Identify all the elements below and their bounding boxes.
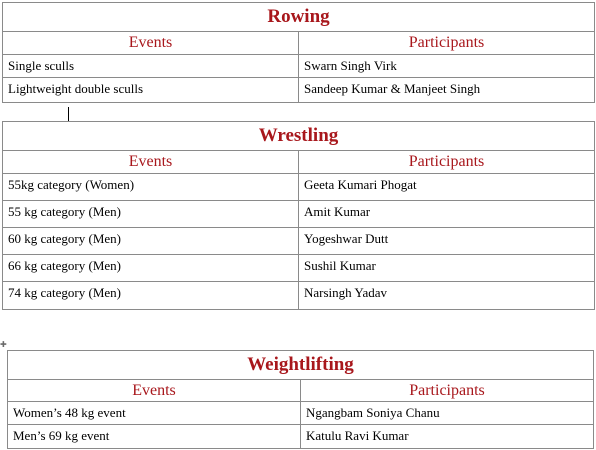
table-row [3, 201, 595, 228]
rowing-title: Rowing [3, 3, 595, 32]
event-cell: 66 kg category (Men) [3, 255, 299, 282]
participant-cell: Yogeshwar Dutt [299, 228, 595, 255]
event-cell: 60 kg category (Men) [3, 228, 299, 255]
event-cell: 55 kg category (Men) [3, 201, 299, 228]
wrestling-table [2, 121, 595, 310]
participant-cell: Narsingh Yadav [299, 282, 595, 310]
weightlifting-title: Weightlifting [8, 351, 594, 380]
wrestling-participants-header: Participants [299, 151, 595, 174]
participant-cell: Ngangbam Soniya Chanu [301, 402, 594, 425]
wrestling-events-header: Events [3, 151, 299, 174]
participant-cell: Amit Kumar [299, 201, 595, 228]
rowing-participants-header: Participants [299, 32, 595, 55]
weightlifting-events-header: Events [8, 380, 301, 402]
participant-cell: Katulu Ravi Kumar [301, 425, 594, 449]
table-row [3, 228, 595, 255]
table-row [3, 282, 595, 310]
event-cell: Women’s 48 kg event [8, 402, 301, 425]
table-row [8, 402, 594, 425]
table-row [3, 174, 595, 201]
table-connector-line [68, 107, 69, 121]
rowing-table [2, 2, 595, 103]
weightlifting-table [7, 350, 594, 449]
table-row [8, 425, 594, 449]
event-cell: Lightweight double sculls [3, 78, 299, 103]
table-row [3, 255, 595, 282]
participant-cell: Geeta Kumari Phogat [299, 174, 595, 201]
rowing-events-header: Events [3, 32, 299, 55]
participant-cell: Sushil Kumar [299, 255, 595, 282]
participant-cell: Swarn Singh Virk [299, 55, 595, 78]
event-cell: Men’s 69 kg event [8, 425, 301, 449]
participant-cell: Sandeep Kumar & Manjeet Singh [299, 78, 595, 103]
table-row [3, 78, 595, 103]
table-move-handle-icon[interactable]: ✚ [0, 340, 7, 349]
wrestling-title: Wrestling [3, 122, 595, 151]
weightlifting-participants-header: Participants [301, 380, 594, 402]
event-cell: Single sculls [3, 55, 299, 78]
event-cell: 74 kg category (Men) [3, 282, 299, 310]
table-row [3, 55, 595, 78]
event-cell: 55kg category (Women) [3, 174, 299, 201]
